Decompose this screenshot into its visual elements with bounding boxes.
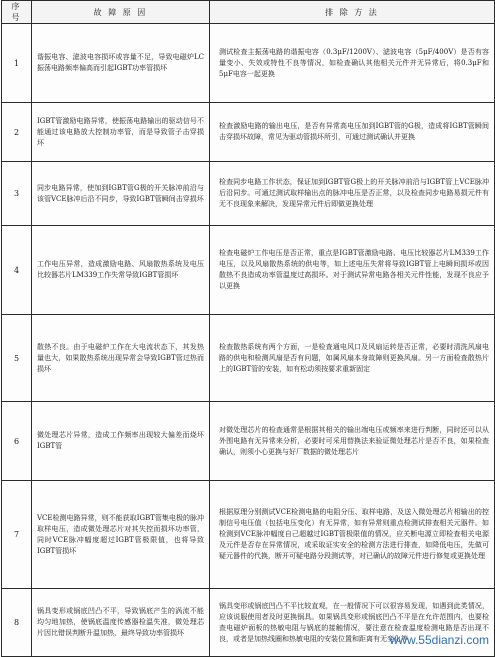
header-fault-cause: 故 障 原 因 [32, 1, 210, 24]
table-row [2, 315, 495, 402]
fault-cause-cell: 工作电压异常，造成激励电路、风扇散热系统及电压比较器芯片LM339工作失常导致IGBT管损坏 [32, 226, 210, 315]
table-row [2, 103, 495, 162]
solution-cell: 检查散热系统有两个方面，一是检查通电风口及风扇运转是否正常，必要时清洗风扇电路的供电和检测风扇是否有问题，如属风扇本身故障则更换风扇。另一方面检查散热片上的IGBT管的安装，如有松动须按要求重新固定 [210, 315, 495, 402]
solution-cell: 对微处理芯片的检查通常是根据其相关的输出端电压或频率来进行判断，同时还可以从外围电路有无异常来分析，必要时可采用替换法来验证微处理芯片是否不良，如果检查确认，则须小心更换与好厂数据的微处理芯片 [210, 402, 495, 481]
fault-cause-cell: 谐振电容、滤波电容损坏或容量不足，导致电磁炉LC振荡电路频率偏高而引起IGBT功率管损坏 [32, 24, 210, 103]
row-number: 2 [2, 103, 32, 162]
header-solution: 排 除 方 法 [210, 1, 495, 24]
fault-cause-cell: 锅具变形或锅底凹凸不平，导致锅底产生的涡流不能均匀地加热，使锅底温度传感器检温失准，微处理芯片因比错误判断升温加热，最终导致功率管损坏 [32, 589, 210, 657]
table-row [2, 162, 495, 226]
fault-cause-cell: 同步电路异常，使加到IGBT管G极的开关脉冲前沿与该管VCE脉冲后沿不同步，导致IGBT管瞬间击穿损坏 [32, 162, 210, 226]
row-number: 7 [2, 481, 32, 589]
solution-cell: 测试检查主振荡电路的谐振电容（0.3μF/1200V）、滤波电容（5μF/400V）是否有容量变小、失效或特性不良等情况，如检查确认其他相关元件并无异常后，将0.3μF和5μF电容一起更换 [210, 24, 495, 103]
fault-cause-cell: 微处理芯片异常，造成工作频率出现较大偏差而烧坏IGBT管 [32, 402, 210, 481]
row-number: 1 [2, 24, 32, 103]
row-number: 5 [2, 315, 32, 402]
solution-cell: 检查激励电路的输出电压，是否有异常高电压加到IGBT管的G极，造成将IGBT管瞬间击穿损坏故障，常见为驱动管损坏所引，可通过测试确认并更换 [210, 103, 495, 162]
row-number: 3 [2, 162, 32, 226]
solution-cell: 根据原理分别测试VCE检测电路的电阻分压、取样电路，及送入微处理芯片相输出的控制信号电压值（包括电压变化）有无异常，如有异常则重点检测试排查相关元器件。如检测到VCE脉冲幅度自己超越过IGBT管极限值的情况，应关断电源立即检查相关电源及元件是否存在异常情况，或采取证实安全的检测方法进行排查，如降低电压，先做可疑元器件的代换，断开可疑电路分段测试等，对已确认的故障元件进行修复或更换处理 [210, 481, 495, 589]
solution-cell: 检查电磁炉工作电压是否正常，重点是IGBT管激励电路、电压比较器芯片LM339工作电压，以及风扇散热系统的供电等，如上述电压失常将导致IGBT管上电瞬间损坏或因散热不良造成功率管温度过高损坏。对于测试异常电路各相关元件性能，发现不良应予以更换 [210, 226, 495, 315]
table-row [2, 402, 495, 481]
table-row [2, 226, 495, 315]
row-number: 8 [2, 589, 32, 657]
fault-cause-cell: IGBT管激励电路异常，使振荡电路输出的驱动信号不能通过该电路放大控制功率管，而是导致管子击穿损坏 [32, 103, 210, 162]
table-row [2, 481, 495, 589]
header-number: 序号 [2, 1, 32, 24]
solution-cell: 检查同步电路工作状态，保证加到IGBT管G极上的开关脉冲前沿与IGBT管上VCE脉冲后沿同步。可通过测试取样输出点的脉冲电压是否正常，以及检查同步电路易损元件有无不良现象来解决，发现异常元件后即做更换处理 [210, 162, 495, 226]
table-header-row [2, 1, 495, 24]
solution-cell: 锅具变形或锅底凹凸不平比较直观，在一般情况下可以很容易发现，如遇到此类情况，应该说服使用者及时更换锅具。如果锅具变形或锅底凹凸不平是在允许范围内，也要检查电磁炉面板的热敏电阻与锅底的接触情况，要注意在检查温度检测电路是否出现不良，或者是加热线圈和热敏电阻的安装位置和距离有无变化等 [210, 589, 495, 657]
row-number: 4 [2, 226, 32, 315]
watermark: www.55dianzi.com [389, 633, 489, 647]
fault-cause-cell: VCE检测电路异常，则不能获取IGBT管集电极的脉冲取样电压，造成微处理芯片对其失控而损坏功率管，同时VCE脉冲幅度超过IGBT管极限值，也将导致IGBT管损坏 [32, 481, 210, 589]
table-row [2, 24, 495, 103]
row-number: 6 [2, 402, 32, 481]
fault-cause-cell: 散热不良。由于电磁炉工作在大电流状态下，其发热量也大，如果散热系统出现异常会导致IGBT管过热而损坏 [32, 315, 210, 402]
fault-table [1, 0, 495, 657]
